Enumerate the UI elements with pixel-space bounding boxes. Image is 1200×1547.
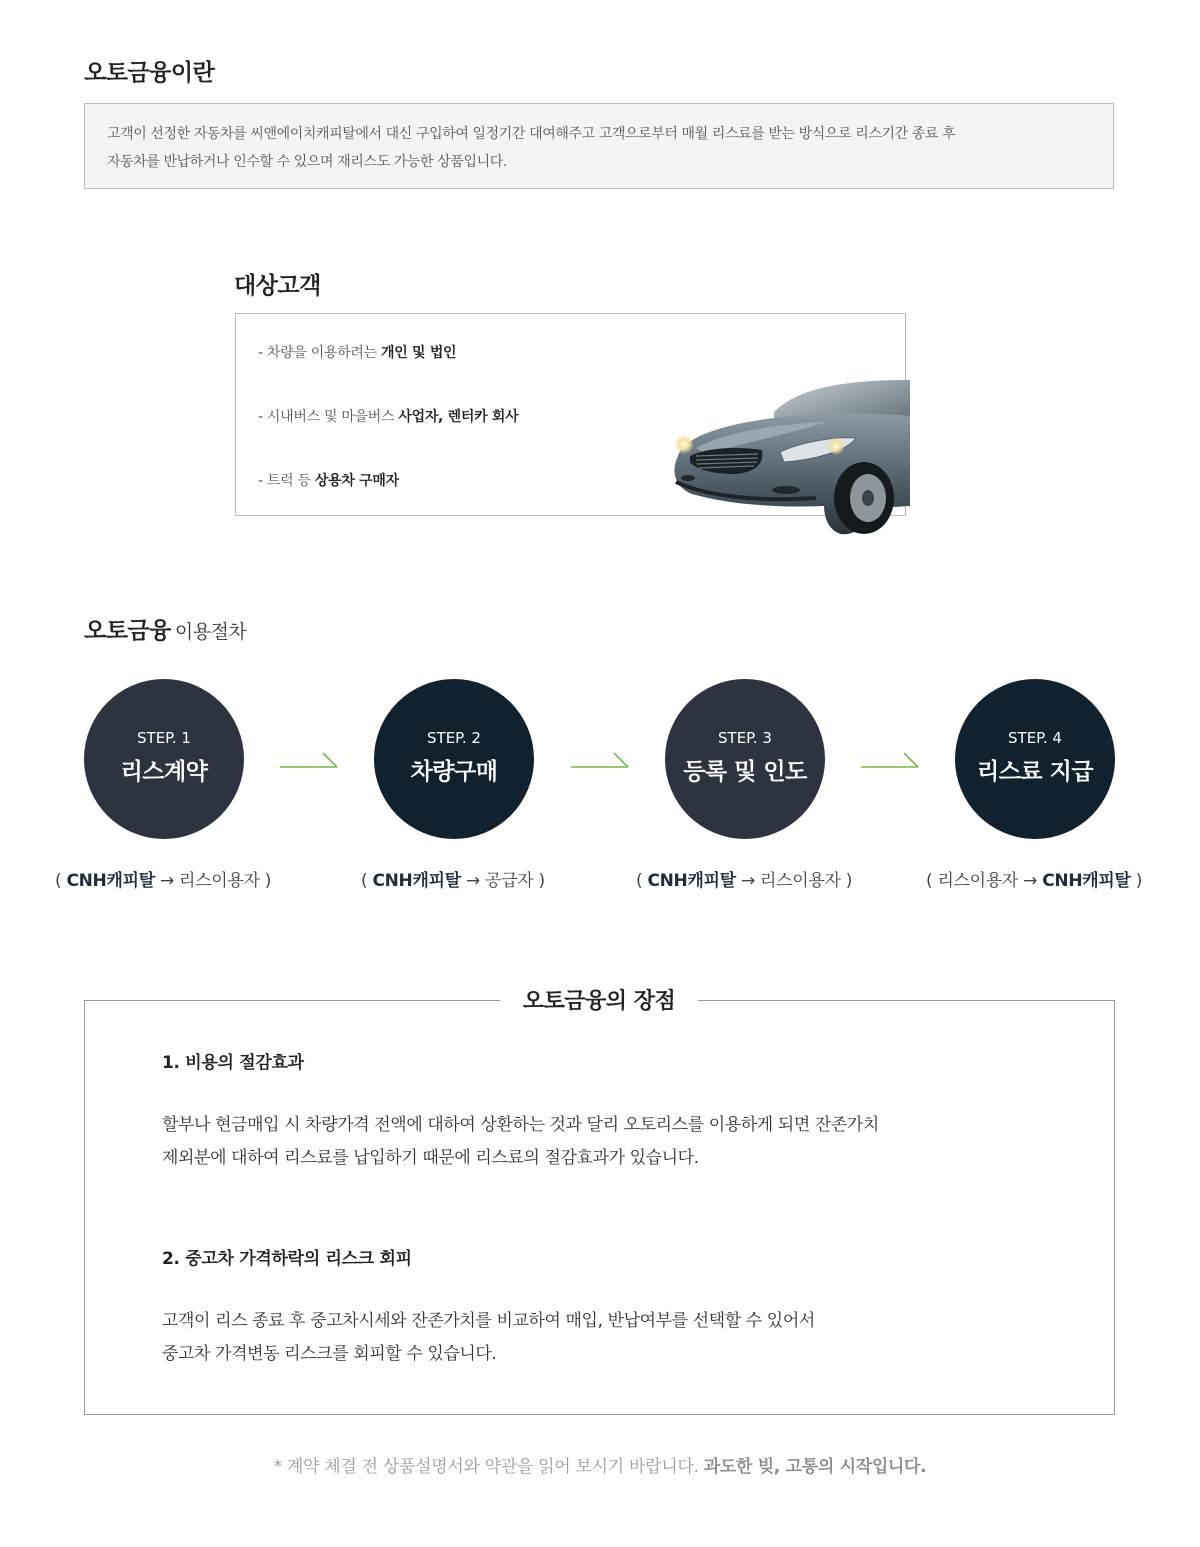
flow-arrow: → [460, 871, 485, 891]
flow-paren: ( [926, 871, 938, 891]
flow-from: CNH캐피탈 [66, 871, 155, 891]
step-name: 등록 및 인도 [683, 759, 807, 785]
target-title: 대상고객 [234, 273, 321, 299]
flow-paren: ) [533, 871, 545, 891]
flow-paren: ) [259, 871, 272, 891]
target-item-truck [258, 470, 399, 490]
step-number: STEP. 2 [427, 729, 481, 747]
advantage-2-text [162, 1305, 815, 1371]
advantage-line: 할부나 현금매입 시 차량가격 전액에 대하여 상환하는 것과 달리 오토리스를 이용하게 되면 잔존가치 [162, 1115, 879, 1135]
step-3-flow [636, 866, 852, 891]
flow-arrow: → [154, 871, 179, 891]
step-number: STEP. 1 [137, 729, 191, 747]
advantage-1-text [162, 1109, 879, 1175]
advantage-line: 제외분에 대하여 리스료를 납입하기 때문에 리스료의 절감효과가 있습니다. [162, 1148, 699, 1168]
target-item-text: - 차량을 이용하려는 [258, 345, 381, 361]
flow-arrow: → [735, 871, 760, 891]
advantage-line: 중고차 가격변동 리스크를 회피할 수 있습니다. [162, 1344, 497, 1364]
flow-paren: ) [1130, 871, 1143, 891]
step-name: 리스료 지급 [976, 759, 1094, 785]
target-item-bus [258, 406, 518, 426]
flow-to: 공급자 [485, 871, 534, 891]
step-2-circle [374, 679, 534, 839]
target-item-text: - 트럭 등 [258, 473, 315, 489]
process-title-sub: 이용절차 [174, 621, 247, 643]
process-title-main: 오토금융 [84, 618, 171, 644]
target-item-individual [258, 342, 456, 362]
advantages-title: 오토금융의 장점 [500, 984, 698, 1015]
flow-paren: ( [55, 871, 67, 891]
arrow-right-icon [279, 750, 341, 772]
flow-paren: ) [840, 871, 853, 891]
step-4-flow [926, 866, 1142, 891]
intro-line-2: 자동차를 반납하거나 인수할 수 있으며 재리스도 가능한 상품입니다. [107, 154, 507, 170]
flow-from: CNH캐피탈 [372, 871, 461, 891]
advantage-2-title: 2. 중고차 가격하락의 리스크 회피 [162, 1249, 412, 1269]
step-number: STEP. 4 [1008, 729, 1062, 747]
flow-paren: ( [361, 871, 373, 891]
arrow-right-icon [860, 750, 922, 772]
target-item-text: - 시내버스 및 마을버스 [258, 409, 399, 425]
intro-title: 오토금융이란 [84, 60, 215, 86]
notice-text: * 계약 체결 전 상품설명서와 약관을 읽어 보시기 바랍니다. [273, 1457, 704, 1477]
step-1-flow [55, 866, 271, 891]
target-item-bold: 개인 및 법인 [381, 345, 457, 361]
flow-arrow: → [1018, 871, 1043, 891]
flow-to: 리스이용자 [179, 871, 260, 891]
advantage-1-title: 1. 비용의 절감효과 [162, 1053, 304, 1073]
intro-line-1: 고객이 선정한 자동차를 씨앤에이치캐피탈에서 대신 구입하여 일정기간 대여해주고 고객으로부터 매월 리스료를 받는 방식으로 리스기간 종료 후 [107, 126, 956, 142]
notice-warning: 과도한 빚, 고통의 시작입니다. [703, 1457, 927, 1477]
step-name: 리스계약 [120, 759, 208, 785]
arrow-right-icon [570, 750, 632, 772]
flow-to: 리스이용자 [760, 871, 841, 891]
step-1-circle [84, 679, 244, 839]
target-item-bold: 상용차 구매자 [314, 473, 399, 489]
step-name: 차량구매 [410, 759, 498, 785]
process-title [84, 612, 246, 645]
target-item-bold: 사업자, 렌터카 회사 [398, 409, 519, 425]
step-4-circle [955, 679, 1115, 839]
legal-notice [0, 1452, 1200, 1477]
flow-from: 리스이용자 [937, 871, 1019, 891]
flow-paren: ( [636, 871, 648, 891]
advantage-line: 고객이 리스 종료 후 중고차시세와 잔존가치를 비교하여 매입, 반납여부를 선택할 수 있어서 [162, 1311, 815, 1331]
step-3-circle [665, 679, 825, 839]
flow-from: CNH캐피탈 [647, 871, 736, 891]
flow-to: CNH캐피탈 [1042, 871, 1131, 891]
step-2-flow [361, 866, 545, 891]
intro-description-box [84, 103, 1114, 189]
car-photo-icon [666, 378, 910, 538]
step-number: STEP. 3 [718, 729, 772, 747]
